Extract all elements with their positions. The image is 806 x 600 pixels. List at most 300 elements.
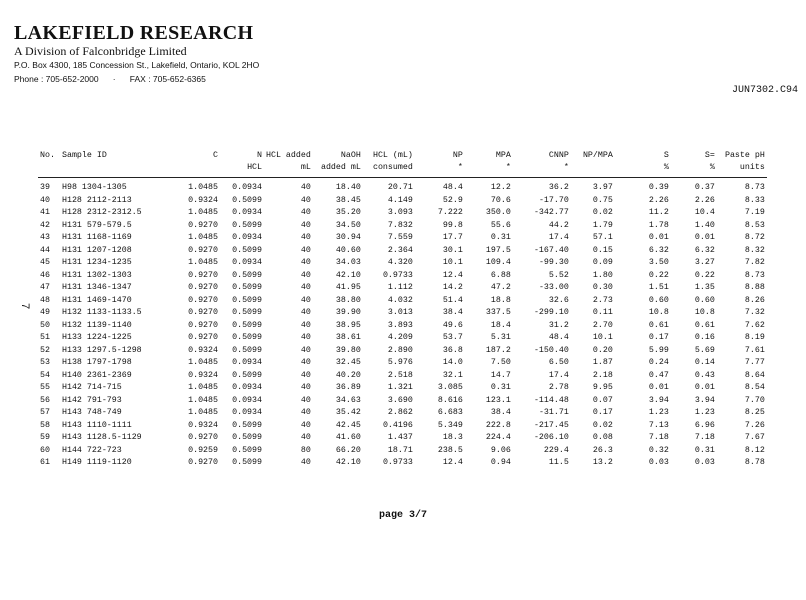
column-header: HCL added [266,151,311,160]
table-cell: 0.31 [490,383,511,392]
table-cell: 53 [40,358,50,367]
table-cell: 61 [40,458,50,467]
table-cell: 42.10 [335,458,361,467]
table-cell: 48.4 [548,333,569,342]
table-cell: H131 1207-1208 [62,245,132,255]
table-cell: 13.2 [592,458,613,467]
table-cell: 4.032 [387,295,413,305]
table-cell: 8.64 [744,370,765,380]
table-row [38,457,767,470]
column-header: S= [704,151,715,160]
table-cell: 2.26 [694,195,715,205]
table-cell: 2.364 [387,245,413,255]
table-cell: 32.1 [442,370,463,380]
table-cell: 0.0934 [232,208,262,217]
table-cell: 57 [40,408,50,417]
table-cell: 0.0934 [232,395,262,405]
table-cell: 51.4 [442,295,463,305]
table-cell: 0.09 [592,258,613,267]
table-cell: 38.4 [442,308,463,317]
table-cell: 1.112 [387,283,413,292]
column-header: consumed [363,162,415,178]
table-cell: 8.54 [744,383,765,392]
table-cell: H143 748-749 [62,408,122,417]
table-cell: 38.95 [335,320,361,330]
table-cell: 8.88 [744,283,765,292]
table-cell: 6.96 [694,420,715,430]
column-header: units [717,162,767,178]
table-cell: 18.8 [490,295,511,305]
column-header [60,162,160,178]
table-cell: 40 [300,420,311,430]
table-cell: 6.88 [490,270,511,280]
table-cell: H131 1346-1347 [62,283,132,292]
table-cell: 0.5099 [232,345,262,355]
table-cell: 1.0485 [188,408,218,417]
table-cell: 40 [300,283,311,292]
table-cell: 0.16 [694,333,715,342]
table-cell: 1.0485 [188,208,218,217]
table-cell: 238.5 [437,445,463,455]
table-cell: 14.7 [490,370,511,380]
table-cell: 40 [300,320,311,330]
table-cell: 0.5099 [232,320,262,330]
table-cell: 229.4 [543,445,569,455]
table-cell: 0.9733 [382,270,413,280]
table-cell: 17.7 [442,233,463,242]
table-cell: 7.62 [744,320,765,330]
table-cell: 2.862 [387,408,413,417]
table-cell: -299.10 [533,308,569,317]
letterhead-phone-fax: Phone : 705-652-2000 · FAX : 705-652-6365 [14,74,206,84]
table-cell: 0.15 [592,245,613,255]
table-cell: 0.9270 [188,270,218,280]
table-cell: H133 1224-1225 [62,333,132,342]
table-cell: 1.78 [648,220,669,230]
column-header: HCL [220,162,264,178]
table-cell: 40 [300,308,311,317]
table-cell: 0.5099 [232,245,262,255]
table-cell: H140 2361-2369 [62,370,132,380]
table-cell: 40.20 [335,370,361,380]
table-cell: 0.94 [490,458,511,467]
table-cell: 0.61 [694,320,715,330]
letterhead-division: A Division of Falconbridge Limited [14,44,187,58]
table-cell: 17.4 [548,370,569,380]
table-cell: 55 [40,383,50,392]
table-cell: 1.0485 [188,383,218,392]
table-cell: H128 2112-2113 [62,195,132,205]
table-cell: 7.18 [648,433,669,442]
table-cell: 0.37 [694,183,715,192]
results-table [38,150,767,470]
table-cell: -342.77 [533,208,569,217]
table-cell: -31.71 [538,408,569,417]
table-row [38,270,767,283]
table-cell: 3.94 [694,395,715,405]
table-cell: 0.5099 [232,308,262,317]
table-cell: 0.14 [694,358,715,367]
table-cell: 41 [40,208,50,217]
column-header [38,162,60,178]
table-cell: H142 791-793 [62,395,122,405]
table-cell: 0.60 [648,295,669,305]
table-cell: 0.02 [592,420,613,430]
column-header: HCL (mL) [372,151,413,160]
table-row [38,332,767,345]
table-row [38,420,767,433]
table-cell: 40 [300,295,311,305]
table-cell: 0.0934 [232,383,262,392]
table-cell: 41.95 [335,283,361,292]
table-cell: H132 1139-1140 [62,320,132,330]
column-header [160,162,220,178]
table-cell: 1.40 [694,220,715,230]
table-cell: 1.87 [592,358,613,367]
table-cell: 40 [300,233,311,242]
column-header: NaOH [340,151,361,160]
table-cell: 7.13 [648,420,669,430]
table-cell: 40 [300,195,311,205]
table-cell: 0.9270 [188,320,218,330]
column-header: mL [264,162,313,178]
table-cell: 26.3 [592,445,613,455]
column-header: CNNP [548,151,569,160]
table-cell: 7.67 [744,433,765,442]
table-cell: H131 579-579.5 [62,220,132,230]
table-cell: 0.5099 [232,270,262,280]
table-cell: 0.9270 [188,433,218,442]
table-cell: H131 1168-1169 [62,233,132,242]
table-cell: 44.2 [548,220,569,230]
column-header: No. [40,151,55,160]
table-cell: 40 [300,258,311,267]
table-cell: 7.19 [744,208,765,217]
table-cell: 0.9270 [188,220,218,230]
table-cell: H131 1302-1303 [62,270,132,280]
table-cell: 30.94 [335,233,361,242]
table-cell: 1.0485 [188,258,218,267]
table-cell: 0.17 [592,408,613,417]
table-cell: 56 [40,395,50,405]
table-cell: 0.01 [694,233,715,242]
table-cell: 7.50 [490,358,511,367]
table-cell: 4.149 [387,195,413,205]
table-cell: 0.5099 [232,195,262,205]
table-cell: 1.79 [592,220,613,230]
table-cell: 6.683 [437,408,463,417]
table-cell: 42.10 [335,270,361,280]
table-cell: 40 [300,383,311,392]
table-cell: 0.61 [648,320,669,330]
table-cell: 0.5099 [232,445,262,455]
table-cell: 7.70 [744,395,765,405]
table-cell: 0.02 [592,208,613,217]
table-cell: 18.4 [490,320,511,330]
table-row [38,195,767,208]
table-cell: 0.24 [648,358,669,367]
table-cell: 0.9270 [188,245,218,255]
table-cell: 0.0934 [232,358,262,367]
table-cell: 0.5099 [232,433,262,442]
table-row [38,220,767,233]
table-cell: 8.26 [744,295,765,305]
table-cell: 8.33 [744,195,765,205]
table-cell: 8.73 [744,183,765,192]
table-cell: 0.5099 [232,370,262,380]
table-cell: 0.5099 [232,220,262,230]
table-cell: H142 714-715 [62,383,122,392]
table-cell: 0.0934 [232,183,262,192]
table-cell: 40 [300,208,311,217]
table-row [38,445,767,458]
table-cell: 12.4 [442,270,463,280]
table-header-row [38,150,767,162]
table-cell: 350.0 [485,208,511,217]
table-cell: 0.03 [694,458,715,467]
table-cell: 40 [300,220,311,230]
table-cell: 6.32 [694,245,715,255]
column-header: added mL [313,162,363,178]
column-header: NP [452,151,463,160]
table-cell: 31.2 [548,320,569,330]
table-cell: 4.320 [387,258,413,267]
table-cell: H131 1234-1235 [62,258,132,267]
table-cell: 0.0934 [232,408,262,417]
table-cell: 57.1 [592,233,613,242]
table-cell: -217.45 [533,420,569,430]
table-cell: 3.690 [387,395,413,405]
table-row [38,257,767,270]
table-cell: H131 1469-1470 [62,295,132,305]
table-cell: 80 [300,445,311,455]
table-cell: 50 [40,320,50,330]
table-cell: 0.9324 [188,420,218,430]
table-cell: 39.90 [335,308,361,317]
table-cell: 47 [40,283,50,292]
column-header: Sample ID [62,151,107,160]
table-cell: 0.01 [648,383,669,392]
table-cell: 8.12 [744,445,765,455]
table-cell: 18.40 [335,183,361,192]
table-cell: 0.11 [592,308,613,317]
table-cell: 0.9270 [188,308,218,317]
table-cell: 8.25 [744,408,765,417]
table-cell: 8.32 [744,245,765,255]
table-cell: 45 [40,258,50,267]
table-cell: 8.19 [744,333,765,342]
table-row [38,407,767,420]
column-header: MPA [495,151,511,160]
table-cell: 5.31 [490,333,511,342]
table-cell: 4.209 [387,333,413,342]
table-cell: 1.321 [387,383,413,392]
table-cell: H128 2312-2312.5 [62,208,142,217]
table-cell: 44 [40,245,50,255]
table-cell: -167.40 [533,245,569,255]
table-cell: 5.976 [387,358,413,367]
table-cell: 40 [300,395,311,405]
table-row [38,370,767,383]
table-cell: 34.50 [335,220,361,230]
table-cell: 38.80 [335,295,361,305]
table-cell: 1.0485 [188,395,218,405]
table-cell: 14.2 [442,283,463,292]
table-cell: 30.1 [442,245,463,255]
table-cell: 42.45 [335,420,361,430]
table-cell: 187.2 [485,345,511,355]
table-cell: 2.518 [387,370,413,380]
table-cell: 0.01 [648,233,669,242]
table-cell: 5.349 [437,420,463,430]
table-cell: 0.9270 [188,333,218,342]
table-cell: H138 1797-1798 [62,358,132,367]
table-cell: 34.63 [335,395,361,405]
table-cell: H133 1297.5-1298 [62,345,142,355]
table-cell: 20.71 [387,183,413,192]
table-cell: 43 [40,233,50,242]
table-row [38,307,767,320]
column-header: C [213,151,218,160]
table-cell: -150.40 [533,345,569,355]
column-header [571,162,615,178]
table-cell: 0.9270 [188,458,218,467]
table-cell: 7.32 [744,308,765,317]
table-cell: 0.31 [694,445,715,455]
table-cell: 7.61 [744,345,765,355]
table-row [38,232,767,245]
table-cell: 2.26 [648,195,669,205]
table-cell: 42 [40,220,50,230]
table-cell: 2.73 [592,295,613,305]
table-cell: 49 [40,308,50,317]
table-cell: 34.03 [335,258,361,267]
table-cell: 0.31 [490,233,511,242]
table-cell: 10.1 [592,333,613,342]
table-cell: -33.00 [538,283,569,292]
column-header: S [663,151,669,160]
table-row [38,295,767,308]
table-cell: 11.5 [548,458,569,467]
table-cell: 35.20 [335,208,361,217]
table-cell: 38.61 [335,333,361,342]
table-cell: 2.78 [548,383,569,392]
table-cell: 8.72 [744,233,765,242]
table-cell: 7.82 [744,258,765,267]
table-cell: 3.50 [648,258,669,267]
table-cell: 40 [300,333,311,342]
table-cell: 3.27 [694,258,715,267]
table-cell: 3.97 [592,183,613,192]
table-cell: 0.5099 [232,333,262,342]
table-cell: 0.30 [592,283,613,292]
table-cell: 40.60 [335,245,361,255]
table-cell: 36.8 [442,345,463,355]
table-cell: 38.4 [490,408,511,417]
table-cell: 40 [300,183,311,192]
document-reference: JUN7302.C94 [731,85,798,96]
table-cell: 53.7 [442,333,463,342]
table-cell: 40 [300,245,311,255]
table-cell: H149 1119-1120 [62,458,132,467]
table-cell: 8.616 [437,395,463,405]
table-cell: H132 1133-1133.5 [62,308,142,317]
table-cell: -17.70 [538,195,569,205]
table-cell: 0.47 [648,370,669,380]
table-cell: 59 [40,433,50,442]
table-header-row-units [38,162,767,178]
table-row [38,282,767,295]
table-cell: 0.01 [694,383,715,392]
table-cell: 8.78 [744,458,765,467]
column-header: N [257,151,262,160]
table-cell: 0.17 [648,333,669,342]
table-cell: 40 [300,358,311,367]
table-cell: 5.99 [648,345,669,355]
table-row [38,395,767,408]
table-row [38,207,767,220]
table-cell: 1.23 [694,408,715,417]
table-cell: 32.6 [548,295,569,305]
table-cell: 39 [40,183,50,192]
column-header: % [671,162,717,178]
table-cell: 3.093 [387,208,413,217]
table-cell: 3.013 [387,308,413,317]
table-cell: 40 [300,408,311,417]
table-cell: H143 1128.5-1129 [62,433,142,442]
table-cell: 39.80 [335,345,361,355]
table-cell: 41.60 [335,433,361,442]
table-cell: 40 [300,370,311,380]
table-cell: 7.559 [387,233,413,242]
table-cell: 7.18 [694,433,715,442]
table-cell: 14.0 [442,358,463,367]
table-cell: 0.43 [694,370,715,380]
table-cell: 0.9733 [382,458,413,467]
letterhead-address: P.O. Box 4300, 185 Concession St., Lakefield, Ontario, KOL 2HO [14,60,260,70]
table-cell: 123.1 [485,395,511,405]
table-cell: -114.48 [533,395,569,405]
table-cell: 48.4 [442,183,463,192]
table-cell: 52 [40,345,50,355]
table-cell: 7.77 [744,358,765,367]
table-cell: 48 [40,295,50,305]
table-cell: H143 1110-1111 [62,420,132,430]
table-row [38,432,767,445]
column-header: Paste pH [724,151,765,160]
table-cell: 3.893 [387,320,413,330]
table-cell: 337.5 [485,308,511,317]
table-cell: 0.75 [592,195,613,205]
table-cell: 55.6 [490,220,511,230]
table-cell: 0.9324 [188,345,218,355]
column-header: * [513,162,571,178]
table-row [38,345,767,358]
table-cell: 0.4196 [382,420,413,430]
table-cell: 2.890 [387,345,413,355]
table-cell: 1.23 [648,408,669,417]
table-row [38,320,767,333]
table-cell: 2.70 [592,320,613,330]
table-row [38,382,767,395]
table-row [38,245,767,258]
table-cell: 0.0934 [232,233,262,242]
table-cell: 6.32 [648,245,669,255]
table-cell: 0.5099 [232,458,262,467]
table-cell: 10.4 [694,208,715,217]
table-cell: 52.9 [442,195,463,205]
table-cell: 1.35 [694,283,715,292]
